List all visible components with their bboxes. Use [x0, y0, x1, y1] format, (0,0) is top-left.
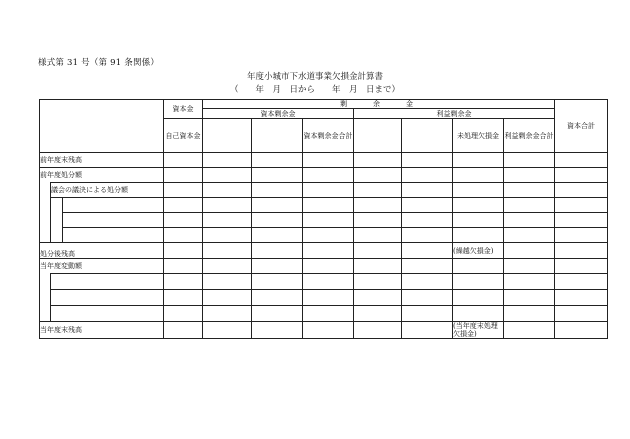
value-cell	[402, 290, 453, 306]
value-cell	[203, 153, 252, 168]
surplus-header: 剰 余 金	[203, 100, 555, 109]
value-cell	[203, 243, 252, 259]
value-cell	[203, 228, 252, 243]
value-cell	[164, 259, 203, 274]
value-cell	[354, 183, 402, 198]
value-cell	[402, 168, 453, 183]
value-cell	[504, 322, 555, 339]
value-cell	[63, 198, 164, 213]
value-cell	[303, 183, 354, 198]
own-capital-header: 自己資本金	[164, 119, 203, 153]
value-cell	[453, 228, 504, 243]
carried-forward-deficit-note: (繰越欠損金)	[453, 243, 504, 259]
value-cell	[555, 243, 608, 259]
period-line: （ 年 月 日から 年 月 日まで）	[229, 85, 400, 95]
value-cell	[555, 228, 608, 243]
value-cell	[504, 153, 555, 168]
retained-surplus-header: 利益剰余金	[354, 109, 555, 119]
value-cell	[252, 183, 303, 198]
value-cell	[164, 198, 203, 213]
value-cell	[203, 213, 252, 228]
header-blank-cell	[40, 100, 164, 153]
value-cell	[354, 322, 402, 339]
value-cell	[203, 290, 252, 306]
value-cell	[354, 243, 402, 259]
value-cell	[252, 259, 303, 274]
value-cell	[354, 198, 402, 213]
deficit-statement-table	[39, 99, 608, 339]
value-cell	[164, 306, 203, 322]
capital-header: 資本金	[164, 100, 203, 119]
value-cell	[402, 243, 453, 259]
value-cell	[303, 306, 354, 322]
value-cell	[555, 306, 608, 322]
capital-surplus-header: 資本剰余金	[203, 109, 354, 119]
retained-surplus-total-header: 利益剰余金合計	[504, 119, 555, 153]
value-cell	[354, 259, 402, 274]
value-cell	[164, 153, 203, 168]
value-cell	[402, 322, 453, 339]
value-cell	[252, 274, 303, 290]
value-cell	[164, 322, 203, 339]
value-cell	[453, 274, 504, 290]
cell	[203, 119, 252, 153]
value-cell	[354, 228, 402, 243]
cell	[354, 119, 402, 153]
value-cell	[402, 259, 453, 274]
value-cell	[555, 168, 608, 183]
value-cell	[303, 259, 354, 274]
value-cell	[402, 228, 453, 243]
value-cell	[252, 213, 303, 228]
row-label-post-disposition-balance: 処分後残高	[40, 243, 164, 259]
value-cell	[504, 183, 555, 198]
row-label-prev-year-end-balance: 前年度末残高	[40, 153, 164, 168]
unprocessed-deficit-header: 未処理欠損金	[453, 119, 504, 153]
value-cell	[453, 168, 504, 183]
value-cell	[51, 290, 164, 306]
value-cell	[354, 306, 402, 322]
value-cell	[252, 243, 303, 259]
value-cell	[51, 306, 164, 322]
value-cell	[453, 259, 504, 274]
value-cell	[203, 306, 252, 322]
value-cell	[203, 168, 252, 183]
value-cell	[504, 213, 555, 228]
value-cell	[252, 198, 303, 213]
value-cell	[504, 198, 555, 213]
value-cell	[303, 198, 354, 213]
indent-spacer	[40, 274, 51, 322]
document-title: 年度小城市下水道事業欠損金計算書	[246, 72, 383, 82]
value-cell	[252, 168, 303, 183]
value-cell	[252, 228, 303, 243]
value-cell	[555, 259, 608, 274]
value-cell	[354, 274, 402, 290]
value-cell	[504, 168, 555, 183]
value-cell	[354, 153, 402, 168]
value-cell	[504, 274, 555, 290]
value-cell	[303, 153, 354, 168]
indent-spacer	[51, 228, 63, 243]
value-cell	[252, 153, 303, 168]
value-cell	[504, 306, 555, 322]
value-cell	[203, 322, 252, 339]
capital-surplus-total-header: 資本剰余金合計	[303, 119, 354, 153]
value-cell	[252, 322, 303, 339]
value-cell	[51, 274, 164, 290]
value-cell	[164, 168, 203, 183]
value-cell	[402, 213, 453, 228]
value-cell	[164, 183, 203, 198]
value-cell	[164, 213, 203, 228]
indent-spacer	[40, 183, 51, 243]
value-cell	[303, 168, 354, 183]
value-cell	[402, 153, 453, 168]
row-label-current-year-end-balance: 当年度末残高	[40, 322, 164, 339]
value-cell	[63, 228, 164, 243]
value-cell	[453, 290, 504, 306]
value-cell	[164, 228, 203, 243]
value-cell	[252, 290, 303, 306]
value-cell	[555, 198, 608, 213]
value-cell	[354, 168, 402, 183]
value-cell	[504, 290, 555, 306]
value-cell	[504, 228, 555, 243]
indent-spacer	[51, 198, 63, 213]
value-cell	[164, 290, 203, 306]
value-cell	[164, 274, 203, 290]
value-cell	[402, 274, 453, 290]
value-cell	[303, 322, 354, 339]
value-cell	[303, 290, 354, 306]
value-cell	[555, 183, 608, 198]
value-cell	[203, 183, 252, 198]
value-cell	[402, 183, 453, 198]
value-cell	[453, 153, 504, 168]
value-cell	[453, 183, 504, 198]
value-cell	[555, 213, 608, 228]
value-cell	[203, 198, 252, 213]
value-cell	[555, 322, 608, 339]
value-cell	[164, 243, 203, 259]
value-cell	[453, 306, 504, 322]
capital-total-header: 資本合計	[555, 100, 608, 153]
cell	[402, 119, 453, 153]
value-cell	[354, 213, 402, 228]
value-cell	[453, 213, 504, 228]
value-cell	[402, 306, 453, 322]
value-cell	[203, 274, 252, 290]
value-cell	[303, 213, 354, 228]
value-cell	[252, 306, 303, 322]
value-cell	[303, 274, 354, 290]
row-label-prev-year-disposition: 前年度処分額	[40, 168, 164, 183]
value-cell	[63, 213, 164, 228]
indent-spacer	[51, 213, 63, 228]
value-cell	[354, 290, 402, 306]
value-cell	[504, 259, 555, 274]
value-cell	[555, 274, 608, 290]
value-cell	[555, 153, 608, 168]
cell	[252, 119, 303, 153]
value-cell	[303, 228, 354, 243]
value-cell	[555, 290, 608, 306]
row-label-council-resolution: 議会の議決による処分額	[51, 183, 164, 198]
form-number: 様式第 31 号（第 91 条関係）	[38, 58, 160, 68]
value-cell	[303, 243, 354, 259]
row-label-current-year-change: 当年度変動額	[40, 259, 164, 274]
value-cell	[402, 198, 453, 213]
value-cell	[453, 198, 504, 213]
current-unprocessed-deficit-note: (当年度末処理欠損金)	[453, 322, 504, 339]
value-cell	[203, 259, 252, 274]
value-cell	[504, 243, 555, 259]
